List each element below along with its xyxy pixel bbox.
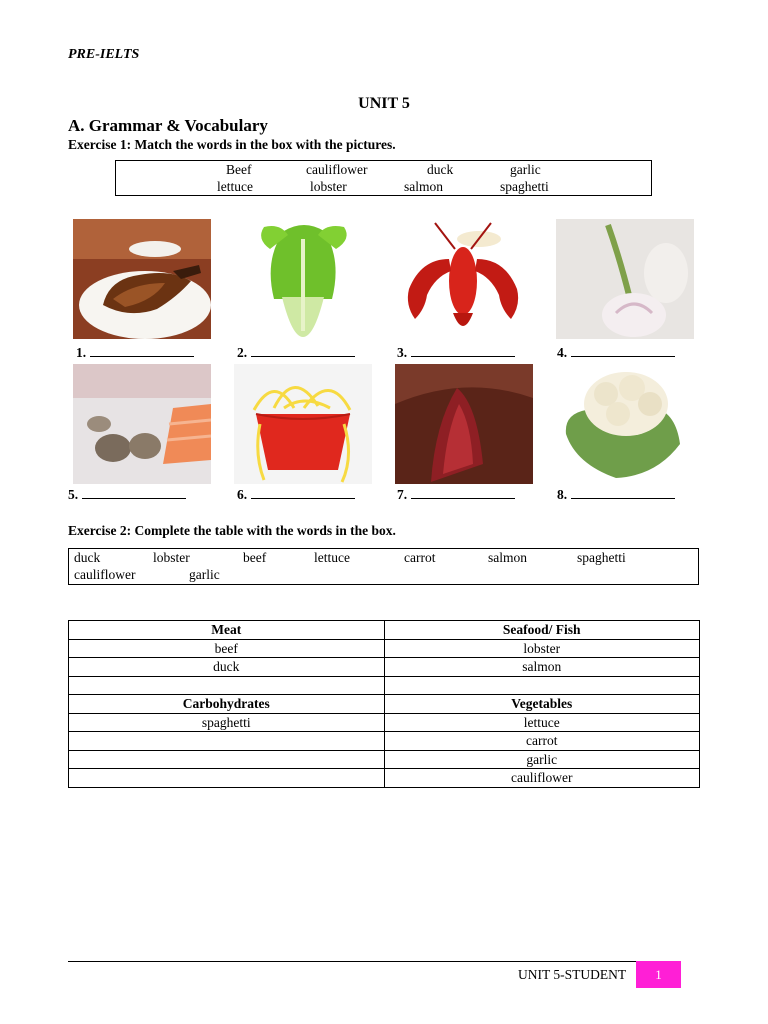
table-header-row [69, 621, 700, 640]
word: salmon [488, 550, 527, 565]
cauliflower-image [556, 364, 694, 484]
picture-3-caption: 3. [397, 345, 515, 361]
word: cauliflower [74, 567, 136, 582]
table-cell[interactable] [69, 676, 385, 695]
answer-blank[interactable] [571, 487, 675, 499]
spaghetti-image [234, 364, 372, 484]
word: spaghetti [500, 179, 549, 194]
table-cell[interactable]: garlic [384, 750, 700, 769]
meat-header: Meat [69, 621, 385, 640]
table-cell[interactable]: cauliflower [384, 769, 700, 788]
word: spaghetti [577, 550, 626, 565]
exercise1-instruction: Exercise 1: Match the words in the box with the pictures. [68, 137, 396, 152]
picture-7-caption: 7. [397, 487, 515, 503]
carbohydrates-header: Carbohydrates [69, 695, 385, 714]
table-header-row [69, 695, 700, 714]
exercise2-word-box [68, 548, 699, 585]
table-row [69, 769, 700, 788]
table-cell[interactable]: spaghetti [69, 713, 385, 732]
word: lobster [310, 179, 347, 194]
footer-divider [68, 961, 681, 962]
answer-blank[interactable] [251, 345, 355, 357]
answer-blank[interactable] [411, 487, 515, 499]
table-cell[interactable] [69, 769, 385, 788]
answer-blank[interactable] [411, 345, 515, 357]
table-cell[interactable]: duck [69, 658, 385, 677]
table-cell[interactable]: salmon [384, 658, 700, 677]
picture-2-caption: 2. [237, 345, 355, 361]
word: duck [74, 550, 101, 565]
food-category-table [68, 620, 700, 788]
vegetables-header: Vegetables [384, 695, 700, 714]
table-row [69, 639, 700, 658]
word: duck [427, 162, 454, 177]
word: lettuce [314, 550, 350, 565]
garlic-image [556, 219, 694, 339]
answer-blank[interactable] [251, 487, 355, 499]
table-row [69, 713, 700, 732]
word: Beef [226, 162, 252, 177]
exercise2-instruction: Exercise 2: Complete the table with the words in the box. [68, 523, 396, 538]
lobster-image [395, 219, 533, 339]
word: lobster [153, 550, 190, 565]
word: salmon [404, 179, 443, 194]
picture-6-caption: 6. [237, 487, 355, 503]
picture-8-caption: 8. [557, 487, 675, 503]
word: garlic [189, 567, 220, 582]
page-number-badge: 1 [636, 961, 681, 988]
word: beef [243, 550, 267, 565]
footer-label: UNIT 5-STUDENT [518, 967, 627, 982]
beef-image [395, 364, 533, 484]
unit-title: UNIT 5 [358, 95, 410, 112]
answer-blank[interactable] [82, 487, 186, 499]
word: garlic [510, 162, 541, 177]
table-cell[interactable]: beef [69, 639, 385, 658]
roast-duck-image [73, 219, 211, 339]
lettuce-image [234, 219, 372, 339]
table-cell[interactable]: lobster [384, 639, 700, 658]
table-row [69, 732, 700, 751]
exercise1-word-box [115, 160, 652, 196]
word: cauliflower [306, 162, 368, 177]
table-row [69, 676, 700, 695]
picture-1-caption: 1. [76, 345, 194, 361]
table-cell[interactable] [384, 676, 700, 695]
table-cell[interactable] [69, 732, 385, 751]
answer-blank[interactable] [571, 345, 675, 357]
picture-5-caption: 5. [68, 487, 186, 503]
document-header: PRE-IELTS [68, 47, 140, 62]
table-cell[interactable]: lettuce [384, 713, 700, 732]
answer-blank[interactable] [90, 345, 194, 357]
section-title: A. Grammar & Vocabulary [68, 116, 268, 135]
seafood-header: Seafood/ Fish [384, 621, 700, 640]
table-row [69, 750, 700, 769]
salmon-image [73, 364, 211, 484]
table-cell[interactable] [69, 750, 385, 769]
picture-4-caption: 4. [557, 345, 675, 361]
table-row [69, 658, 700, 677]
word: carrot [404, 550, 436, 565]
table-cell[interactable]: carrot [384, 732, 700, 751]
word: lettuce [217, 179, 253, 194]
